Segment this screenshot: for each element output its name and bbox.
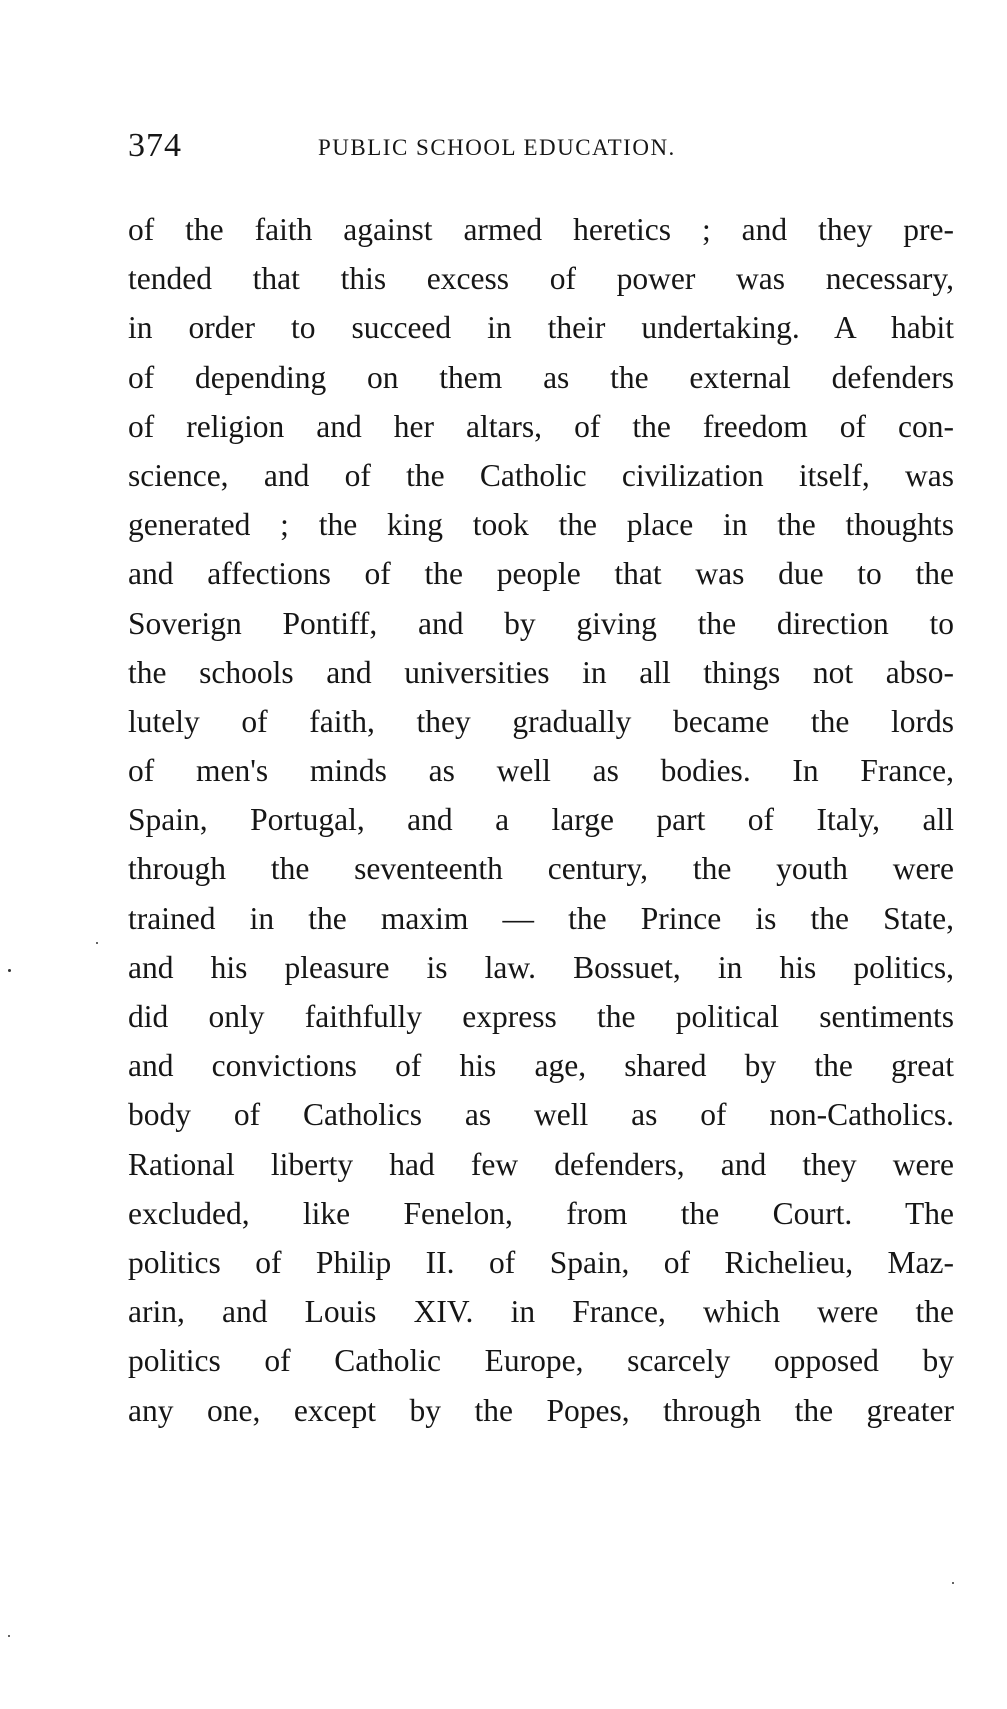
scan-speck (8, 969, 11, 972)
text-line: and affections of the people that was due to the (128, 556, 954, 592)
text-line: any one, except by the Popes, through the greater (128, 1392, 954, 1428)
running-head (128, 124, 951, 168)
text-line: Rational liberty had few defenders, and they were (128, 1146, 954, 1182)
text-line: science, and of the Catholic civilization itself, was (128, 457, 954, 493)
text-line: excluded, like Fenelon, from the Court. The (128, 1195, 954, 1231)
text-line: of religion and her altars, of the freedom of con- (128, 408, 954, 444)
text-line: generated ; the king took the place in the thoughts (128, 507, 954, 543)
text-line: lutely of faith, they gradually became the lords (128, 703, 954, 739)
text-line: body of Catholics as well as of non-Catholics. (128, 1097, 954, 1133)
text-line: arin, and Louis XIV. in France, which were the (128, 1294, 954, 1330)
body-text (128, 205, 954, 1435)
text-line: did only faithfully express the political sentiments (128, 999, 954, 1034)
page-number: 374 (128, 127, 182, 164)
text-line: tended that this excess of power was necessary, (128, 261, 954, 297)
running-title: PUBLIC SCHOOL EDUCATION. (318, 135, 676, 160)
text-line: and his pleasure is law. Bossuet, in his politics, (128, 949, 954, 985)
scan-speck (8, 1635, 10, 1637)
scan-speck (952, 1582, 954, 1584)
text-line: politics of Catholic Europe, scarcely opposed by (128, 1343, 954, 1379)
text-line: Spain, Portugal, and a large part of Italy, all (128, 802, 954, 838)
text-line: trained in the maxim — the Prince is the State, (128, 900, 954, 936)
text-line: through the seventeenth century, the youth were (128, 851, 954, 887)
text-line: of the faith against armed heretics ; and they pre- (128, 212, 954, 247)
text-line: the schools and universities in all things not abso- (128, 654, 954, 690)
text-line: of men's minds as well as bodies. In France, (128, 753, 954, 789)
text-line: in order to succeed in their undertaking. A habit (128, 310, 954, 346)
text-line: politics of Philip II. of Spain, of Richelieu, Maz- (128, 1244, 954, 1280)
text-line: and convictions of his age, shared by the great (128, 1048, 954, 1084)
text-line: Soverign Pontiff, and by giving the direction to (128, 605, 954, 641)
text-line: of depending on them as the external defenders (128, 359, 954, 395)
scan-speck (96, 942, 98, 944)
